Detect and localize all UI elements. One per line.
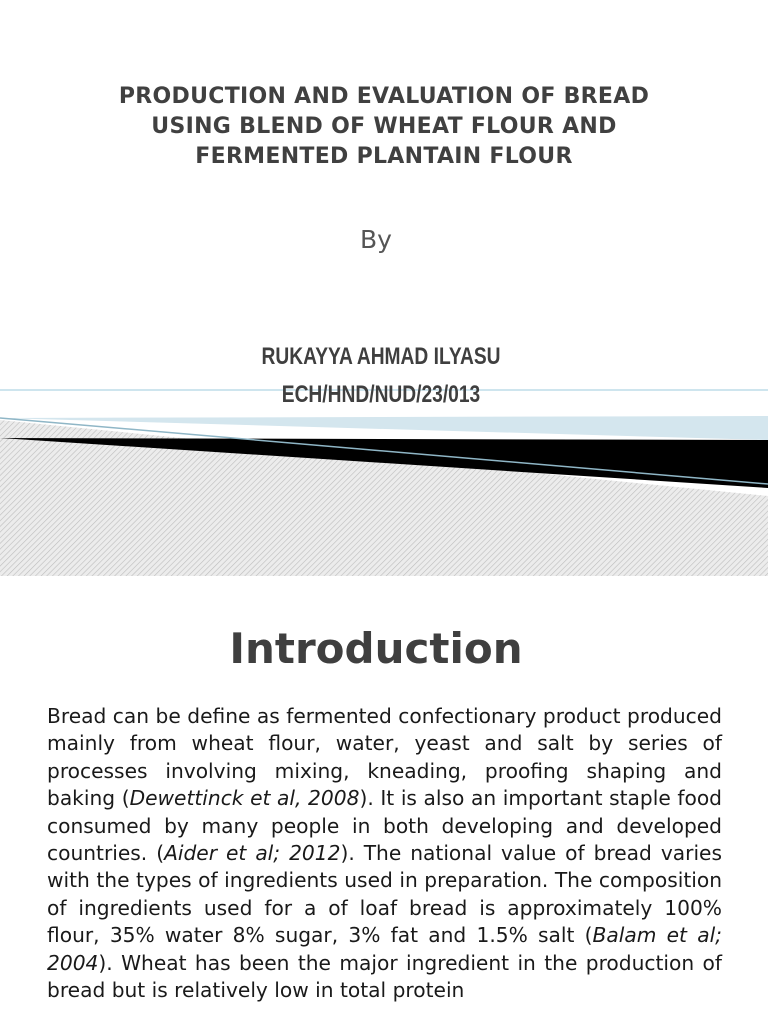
citation-text: Balam et al; 2004 [47, 923, 722, 975]
body-text-run: Bread can be define as fermented confectionary product produced mainly from wheat flour, water, yeast and salt by series of processes involving mixing, kneading, proofing shaping and baking ( [47, 704, 722, 811]
title-line-3: FERMENTED PLANTAIN FLOUR [195, 144, 573, 169]
title-line-1: PRODUCTION AND EVALUATION OF BREAD [118, 84, 650, 109]
body-text-run: ). Wheat has been the major ingredient in the production of bread but is relatively low in total protein [47, 950, 722, 1003]
introduction-slide [0, 576, 768, 1024]
introduction-heading: Introduction [229, 624, 523, 673]
title-line-2: USING BLEND OF WHEAT FLOUR AND [151, 114, 617, 139]
introduction-paragraph [47, 703, 722, 1004]
author-name: RUKAYYA AHMAD ILYASU [261, 343, 501, 370]
presentation-title [40, 82, 728, 172]
by-label: By [360, 225, 392, 254]
body-text-run: ). The national value of bread varies with the types of ingredients used in preparation. The composition of ingredients used for a of loaf bread is approximately 100% flour, 35% water 8% sugar, 3% fat and 1.5% salt ( [47, 841, 722, 948]
body-text-run: ). It is also an important staple food consumed by many people in both developing and developed countries. ( [47, 786, 722, 866]
author-registration-number: ECH/HND/NUD/23/013 [281, 381, 481, 408]
citation-text: Aider et al; 2012 [164, 841, 341, 866]
citation-text: Dewettinck et al, 2008 [129, 786, 360, 811]
